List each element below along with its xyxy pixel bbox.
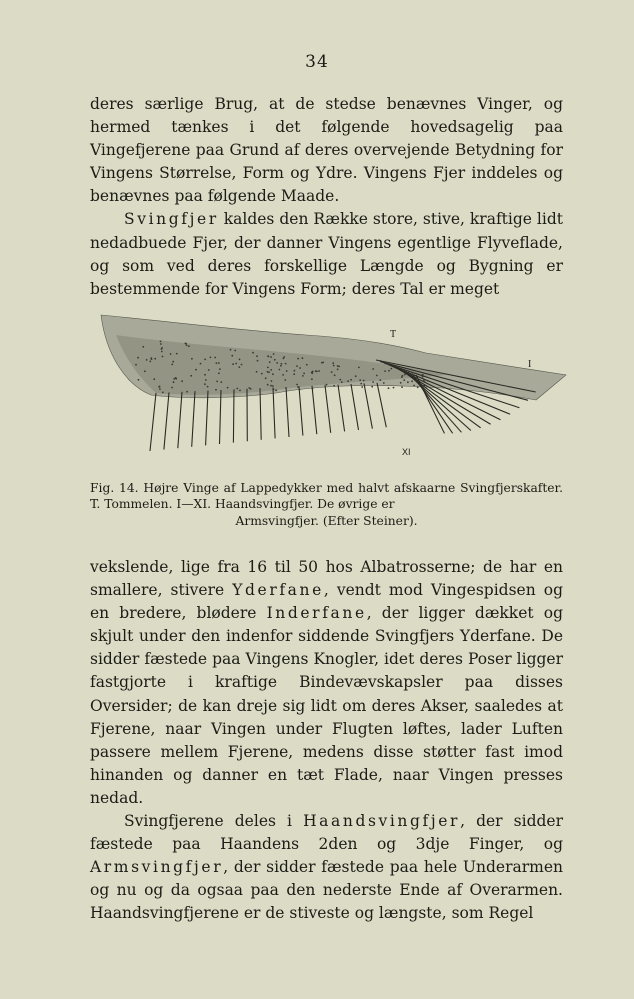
stipple-dot: [239, 390, 241, 392]
stipple-dot: [383, 382, 385, 384]
wing-illustration: [96, 305, 576, 475]
stipple-dot: [355, 375, 357, 377]
stipple-dot: [171, 387, 173, 389]
stipple-dot: [400, 382, 402, 384]
stipple-dot: [293, 373, 295, 375]
stipple-dot: [302, 375, 304, 377]
stipple-dot: [270, 356, 272, 358]
text-block-top: [90, 93, 563, 301]
stipple-dot: [235, 363, 237, 365]
stipple-dot: [215, 389, 217, 391]
stipple-dot: [219, 368, 221, 370]
stipple-dot: [361, 386, 363, 388]
stipple-dot: [332, 362, 334, 364]
feather-shaft: [220, 390, 222, 444]
stipple-dot: [171, 364, 173, 366]
stipple-dot: [267, 384, 269, 386]
stipple-dot: [379, 379, 381, 381]
feather-shaft: [233, 389, 234, 442]
term-yderfane: Yderfane: [232, 581, 324, 600]
stipple-dot: [239, 359, 241, 361]
stipple-dot: [306, 364, 308, 366]
stipple-dot: [350, 379, 352, 381]
stipple-dot: [272, 373, 274, 375]
stipple-dot: [218, 362, 220, 364]
stipple-dot: [273, 353, 275, 355]
stipple-dot: [186, 344, 188, 346]
wing-figure: [96, 305, 576, 475]
stipple-dot: [372, 368, 374, 370]
stipple-dot: [283, 358, 285, 360]
paragraph: [90, 208, 563, 300]
stipple-dot: [285, 363, 287, 365]
term-inderfane: Inderfane: [266, 604, 367, 623]
stipple-dot: [175, 377, 177, 379]
stipple-dot: [238, 366, 240, 368]
stipple-dot: [216, 381, 218, 383]
stipple-dot: [159, 388, 161, 390]
stipple-dot: [135, 364, 137, 366]
stipple-dot: [214, 357, 216, 359]
stipple-dot: [188, 345, 190, 347]
stipple-dot: [299, 389, 301, 391]
feather-shaft: [377, 383, 386, 427]
stipple-dot: [205, 379, 207, 381]
stipple-dot: [216, 362, 218, 364]
stipple-dot: [162, 356, 164, 358]
stipple-dot: [318, 370, 320, 372]
stipple-dot: [186, 391, 188, 393]
stipple-dot: [230, 349, 232, 351]
stipple-dot: [360, 383, 362, 385]
stipple-dot: [299, 367, 301, 369]
stipple-dot: [411, 380, 413, 382]
stipple-dot: [405, 371, 407, 373]
stipple-dot: [297, 358, 299, 360]
stipple-dot: [273, 389, 275, 391]
stipple-dot: [326, 384, 328, 386]
feather-shaft: [286, 387, 289, 437]
label-xi: XI: [402, 447, 411, 457]
stipple-dot: [280, 365, 282, 367]
stipple-dot: [334, 374, 336, 376]
stipple-dot: [231, 355, 233, 357]
text-run: , der ligger dækket og skjult under den indenfor siddende Svingfjers Yderfane. De sidder fæstede paa Vingens Knogler, idet deres Poser ligger fastgjorte i kraftige Bindevævskapsler paa disses Oversider; de kan dreje sig lidt om deres Akser, saaledes at Fjerene, naar Vingen under Flugten løftes, lader Luften passere mellem Fjerene, medens disse støtter fast imod hinanden og danner en tæt Flade, naar Vingen presses nedad.: [90, 604, 563, 807]
stipple-dot: [137, 357, 139, 359]
stipple-dot: [302, 357, 304, 359]
stipple-dot: [413, 385, 415, 387]
stipple-dot: [282, 374, 284, 376]
stipple-dot: [423, 385, 425, 387]
stipple-dot: [210, 357, 212, 359]
stipple-dot: [172, 361, 174, 363]
stipple-dot: [407, 381, 409, 383]
stipple-dot: [261, 373, 263, 375]
label-t: T: [390, 329, 397, 340]
stipple-dot: [422, 374, 424, 376]
stipple-dot: [236, 388, 238, 390]
feather-shaft: [338, 385, 345, 432]
paragraph-text: kaldes den Række store, stive, kraftige lidt nedadbuede Fjer, der danner Vingens egentlige Flyveflade, og som ved deres forskellige Længde og Bygning er bestemmende for Vingens Form; deres Tal er meget: [90, 210, 563, 298]
stipple-dot: [388, 370, 390, 372]
caption-text: Armsvingfjer. (Efter Steiner).: [235, 513, 418, 528]
stipple-dot: [265, 377, 267, 379]
stipple-dot: [270, 369, 272, 371]
stipple-dot: [404, 374, 406, 376]
stipple-dot: [363, 380, 365, 382]
stipple-dot: [338, 366, 340, 368]
stipple-dot: [422, 376, 424, 378]
feather-shaft: [206, 391, 208, 446]
text-run: Svingfjerene deles i: [124, 812, 292, 831]
caption-text: Fig. 14. Højre Vinge af Lappedykker med halvt afskaarne Svingfjerskafter. T. Tommelen. I—XI. Haandsvingfjer. De øvrige er: [90, 481, 563, 512]
page-number: 34: [305, 52, 329, 72]
stipple-dot: [393, 387, 395, 389]
text-run: , der sidder fæstede paa hele Underarmen og nu og da ogsaa paa den nederste Ende af Overarmen. Haandsvingfjerene er de stiveste og længste, som Regel: [90, 858, 563, 923]
stipple-dot: [204, 359, 206, 361]
stipple-dot: [173, 381, 175, 383]
paragraph: [90, 556, 563, 810]
stipple-dot: [403, 379, 405, 381]
stipple-dot: [296, 384, 298, 386]
figure-caption: [90, 480, 563, 529]
paragraph: deres særlige Brug, at de stedse benævnes Vinger, og hermed tænkes i det følgende hovedsagelig paa Vingefjerene paa Grund af deres overvejende Betydning for Vingens Størrelse, Form og Ydre. Vingens Fjer inddeles og benævnes paa følgende Maade.: [90, 95, 563, 206]
stipple-dot: [402, 375, 404, 377]
stipple-dot: [339, 379, 341, 381]
stipple-dot: [142, 346, 144, 348]
feather-shaft: [351, 384, 359, 430]
stipple-dot: [185, 343, 187, 345]
stipple-dot: [204, 383, 206, 385]
stipple-dot: [297, 386, 299, 388]
stipple-dot: [150, 357, 152, 359]
stipple-dot: [274, 359, 276, 361]
term-haandsvingfjer: Haandsvingfjer: [303, 812, 461, 831]
stipple-dot: [311, 378, 313, 380]
stipple-dot: [371, 386, 373, 388]
text-block-bottom: [90, 556, 563, 926]
stipple-dot: [271, 380, 273, 382]
stipple-dot: [341, 381, 343, 383]
stipple-dot: [160, 341, 162, 343]
feather-shaft: [164, 392, 169, 449]
stipple-dot: [333, 385, 335, 387]
stipple-dot: [158, 386, 160, 388]
stipple-dot: [359, 379, 361, 381]
stipple-dot: [181, 380, 183, 382]
stipple-dot: [207, 386, 209, 388]
stipple-dot: [160, 343, 162, 345]
stipple-dot: [252, 352, 254, 354]
stipple-dot: [267, 367, 269, 369]
stipple-dot: [161, 347, 163, 349]
stipple-dot: [149, 361, 151, 363]
stipple-dot: [272, 385, 274, 387]
stipple-dot: [144, 370, 146, 372]
stipple-dot: [268, 356, 270, 358]
stipple-dot: [333, 365, 335, 367]
feather-shaft: [150, 393, 156, 451]
stipple-dot: [170, 353, 172, 355]
stipple-dot: [303, 373, 305, 375]
feather-shaft: [192, 391, 195, 447]
text-run: , der sidder fæstede paa Haandens 2den og 3dje Finger, og: [90, 812, 563, 854]
feather-shaft: [325, 385, 331, 433]
stipple-dot: [200, 363, 202, 365]
stipple-dot: [227, 387, 229, 389]
stipple-dot: [153, 378, 155, 380]
stipple-dot: [424, 381, 426, 383]
stipple-dot: [218, 372, 220, 374]
stipple-dot: [195, 369, 197, 371]
term-armsvingfjer: Armsvingfjer: [90, 858, 224, 877]
stipple-dot: [208, 369, 210, 371]
stipple-dot: [270, 385, 272, 387]
stipple-dot: [358, 367, 360, 369]
paragraph: [90, 810, 563, 925]
stipple-dot: [401, 386, 403, 388]
stipple-dot: [296, 365, 298, 367]
stipple-dot: [275, 389, 277, 391]
stipple-dot: [267, 371, 269, 373]
term-svingfjer: Svingfjer: [124, 210, 219, 229]
stipple-dot: [372, 381, 374, 383]
feather-shaft: [312, 386, 317, 434]
label-i: I: [528, 359, 532, 370]
stipple-dot: [321, 362, 323, 364]
stipple-dot: [257, 360, 259, 362]
feather-shaft: [273, 388, 275, 439]
text-run: , vendt mod Vingespidsen og en bredere, blødere: [90, 581, 563, 623]
stipple-dot: [427, 380, 429, 382]
stipple-dot: [311, 372, 313, 374]
stipple-dot: [347, 380, 349, 382]
stipple-dot: [154, 358, 156, 360]
stipple-dot: [279, 369, 281, 371]
stipple-dot: [220, 381, 222, 383]
feather-shaft: [260, 388, 261, 440]
stipple-dot: [284, 379, 286, 381]
feather-shaft: [364, 383, 372, 428]
stipple-dot: [138, 379, 140, 381]
stipple-dot: [248, 387, 250, 389]
stipple-dot: [337, 369, 339, 371]
stipple-dot: [390, 368, 392, 370]
text-run: vekslende, lige fra 16 til 50 hos Albatrosserne; de har en smallere, stivere: [90, 558, 563, 600]
stipple-dot: [331, 371, 333, 373]
stipple-dot: [281, 363, 283, 365]
stipple-dot: [256, 371, 258, 373]
stipple-dot: [312, 388, 314, 390]
stipple-dot: [294, 370, 296, 372]
stipple-dot: [241, 364, 243, 366]
stipple-dot: [276, 362, 278, 364]
stipple-dot: [269, 361, 271, 363]
stipple-dot: [384, 370, 386, 372]
stipple-dot: [315, 370, 317, 372]
stipple-dot: [388, 387, 390, 389]
stipple-dot: [417, 386, 419, 388]
stipple-dot: [161, 351, 163, 353]
stipple-dot: [191, 358, 193, 360]
stipple-dot: [234, 350, 236, 352]
stipple-dot: [256, 355, 258, 357]
stipple-dot: [146, 359, 148, 361]
stipple-dot: [176, 353, 178, 355]
stipple-dot: [204, 374, 206, 376]
stipple-dot: [162, 392, 164, 394]
feather-shaft: [299, 386, 303, 435]
stipple-dot: [376, 375, 378, 377]
feather-shaft: [178, 392, 182, 448]
stipple-dot: [190, 375, 192, 377]
stipple-dot: [232, 363, 234, 365]
stipple-dot: [286, 370, 288, 372]
